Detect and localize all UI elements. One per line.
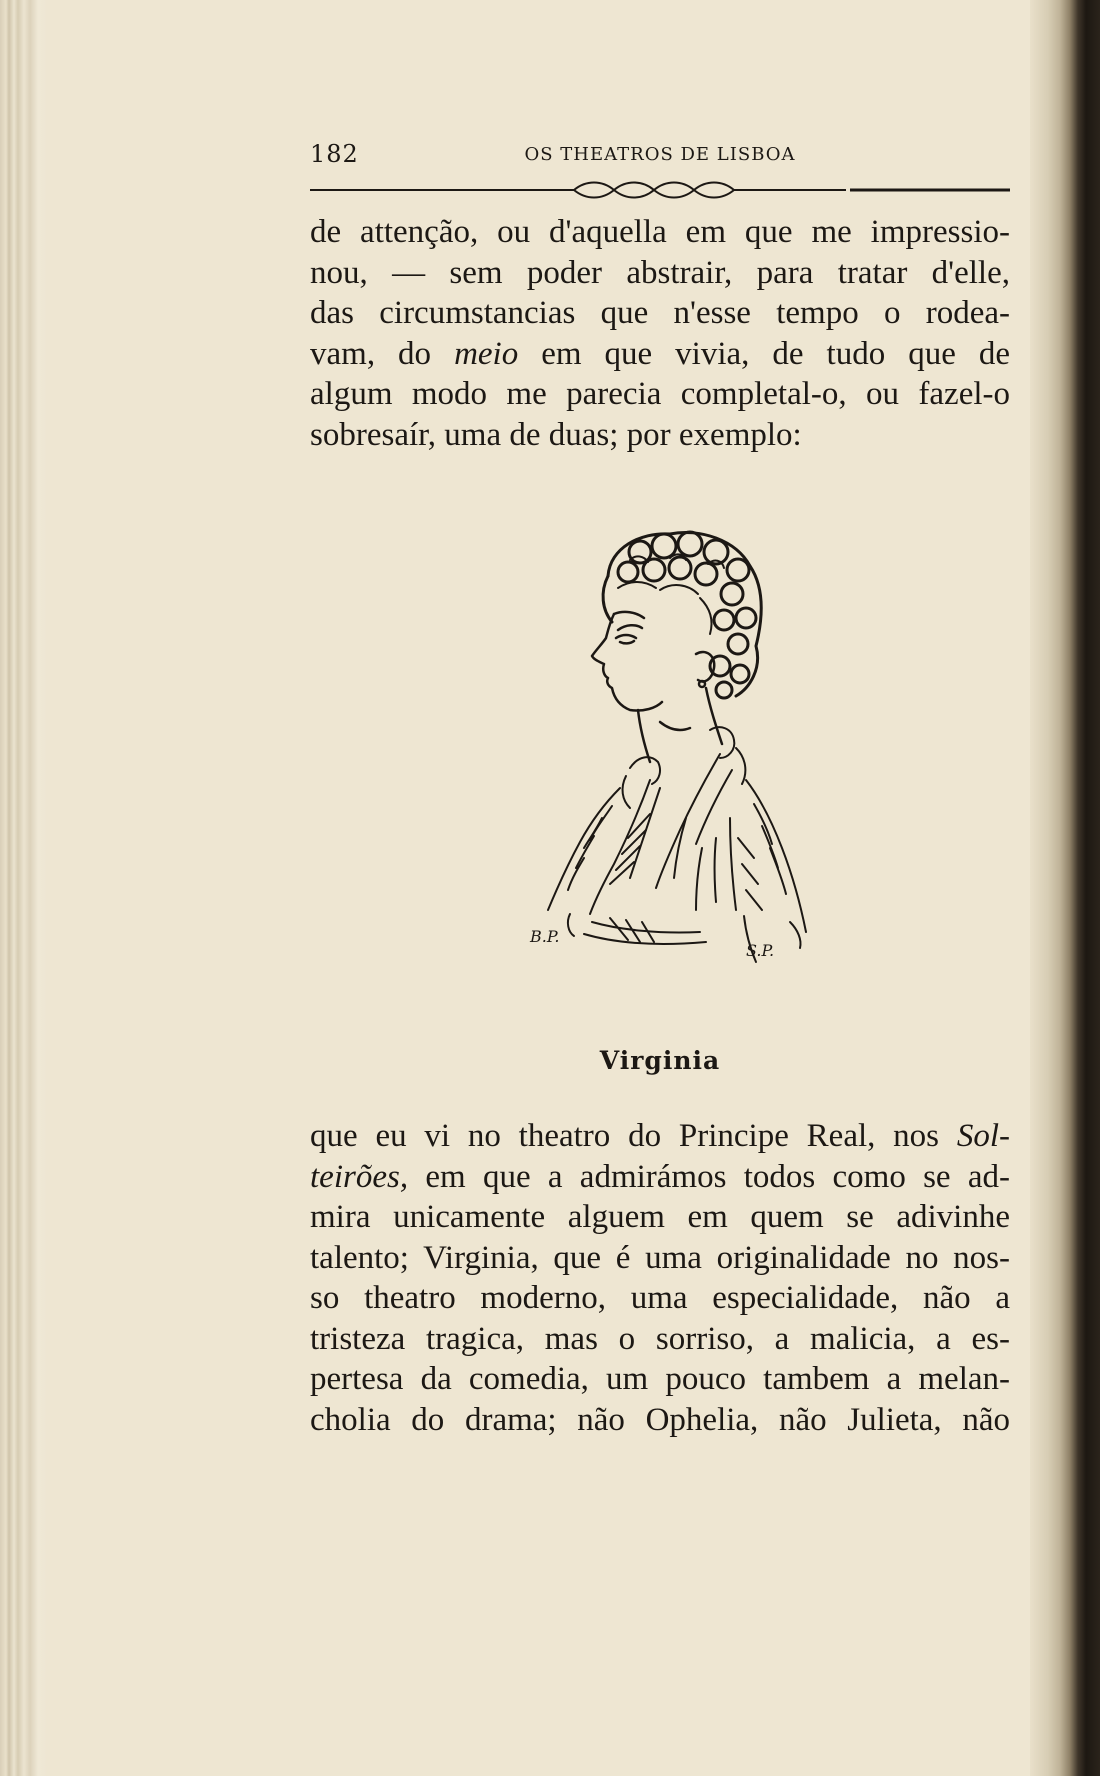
italic-word: Sol- xyxy=(956,1118,1011,1154)
text-line: algum modo me parecia completal-o, ou fazel-o xyxy=(310,376,1010,412)
running-title: OS THEATROS DE LISBOA xyxy=(524,144,796,165)
artist-signature-right: S.P. xyxy=(746,941,775,960)
italic-word: meio xyxy=(454,335,519,372)
text-line: so theatro moderno, uma especialidade, não a xyxy=(310,1280,1010,1316)
text-line: talento; Virginia, que é uma originalidade no nos- xyxy=(310,1239,1010,1276)
page-header xyxy=(310,140,1010,170)
text-line: tristeza tragica, mas o sorriso, a malicia, a es- xyxy=(310,1320,1010,1357)
text-span: vam, do xyxy=(310,335,432,372)
paragraph-top xyxy=(310,212,1010,455)
page-number: 182 xyxy=(310,140,359,168)
text-line xyxy=(310,1116,1010,1157)
text-line: nou, — sem poder abstrair, para tratar d'elle, xyxy=(310,254,1010,291)
text-span: em que vivia, de tudo que de xyxy=(541,335,1010,372)
text-line xyxy=(310,1157,1010,1198)
text-line: cholia do drama; não Ophelia, não Julieta, não xyxy=(310,1401,1010,1438)
text-span: que eu vi no theatro do Principe Real, nos xyxy=(310,1118,940,1154)
text-line: mira unicamente alguem em quem se adivinhe xyxy=(310,1199,1010,1235)
artist-signature-left: B.P. xyxy=(530,927,560,946)
header-rule-ornament xyxy=(310,178,1010,202)
italic-word: teirões, xyxy=(310,1158,409,1195)
text-line: sobresaír, uma de duas; por exemplo: xyxy=(310,416,802,453)
text-line: das circumstancias que n'esse tempo o rodea- xyxy=(310,295,1010,331)
text-span: em que a admirámos todos como se ad- xyxy=(425,1158,1010,1195)
portrait-sketch-icon xyxy=(510,518,830,978)
paragraph-bottom xyxy=(310,1116,1010,1440)
text-line xyxy=(310,334,1010,375)
text-line: de attenção, ou d'aquella em que me impressio- xyxy=(310,214,1010,250)
illustration-caption: Virginia xyxy=(599,1046,721,1075)
text-line: pertesa da comedia, um pouco tambem a melan- xyxy=(310,1361,1010,1397)
